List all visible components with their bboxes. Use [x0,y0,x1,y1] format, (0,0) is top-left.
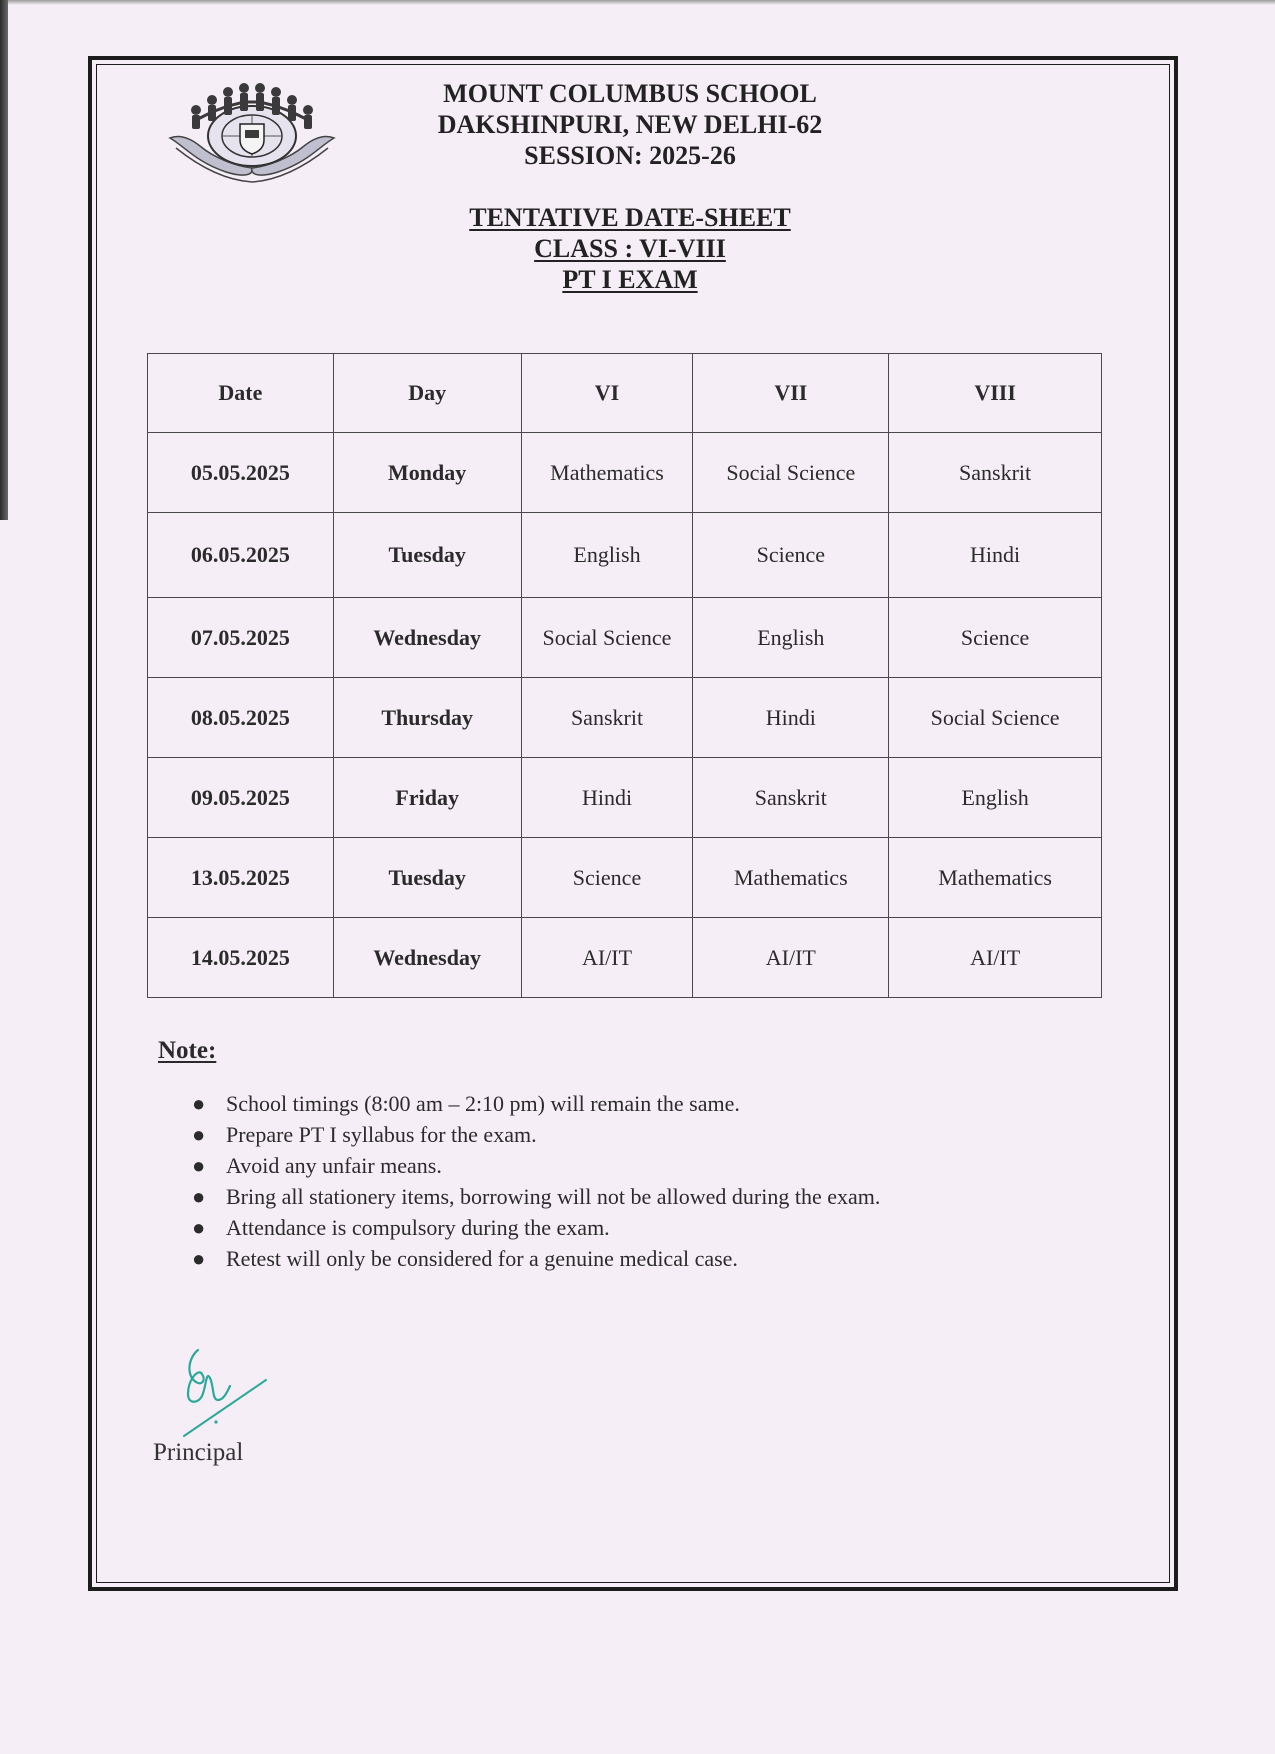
bullet-icon: ● [192,1246,206,1271]
class-vii-subject: Science [693,513,889,598]
class-vii-subject: AI/IT [693,918,889,998]
table-header-row [148,354,1102,433]
datesheet-class: CLASS : VI-VIII [534,234,726,263]
list-item [190,1243,880,1274]
class-vi-subject: Social Science [521,598,693,678]
bullet-icon: ● [192,1184,206,1209]
date-cell: 13.05.2025 [148,838,334,918]
table-row [148,838,1102,918]
list-item [190,1088,880,1119]
class-vi-subject: English [521,513,693,598]
class-vi-subject: Hindi [521,758,693,838]
note-text: Bring all stationery items, borrowing will not be allowed during the exam. [226,1184,881,1209]
note-text: Avoid any unfair means. [226,1153,442,1178]
table-row [148,598,1102,678]
scan-top-edge [0,0,1275,5]
school-header [380,78,880,171]
bullet-icon: ● [192,1122,206,1147]
class-vi-subject: AI/IT [521,918,693,998]
date-cell: 09.05.2025 [148,758,334,838]
day-cell: Monday [333,433,521,513]
table-row [148,433,1102,513]
table-row [148,678,1102,758]
date-cell: 05.05.2025 [148,433,334,513]
column-header-day: Day [333,354,521,433]
scan-left-edge [0,0,8,520]
class-viii-subject: Hindi [889,513,1102,598]
class-vii-subject: Hindi [693,678,889,758]
list-item [190,1150,880,1181]
signature-icon [180,1340,280,1450]
notes-list [190,1088,880,1274]
school-name: MOUNT COLUMBUS SCHOOL [443,79,817,108]
class-vii-subject: English [693,598,889,678]
class-viii-subject: Mathematics [889,838,1102,918]
note-text: Attendance is compulsory during the exam. [226,1215,610,1240]
day-cell: Tuesday [333,513,521,598]
class-viii-subject: AI/IT [889,918,1102,998]
note-text: Prepare PT I syllabus for the exam. [226,1122,537,1147]
table-row [148,513,1102,598]
datesheet-table [147,353,1102,998]
date-cell: 06.05.2025 [148,513,334,598]
column-header-date: Date [148,354,334,433]
bullet-icon: ● [192,1153,206,1178]
list-item [190,1181,880,1212]
datesheet-exam: PT I EXAM [562,265,698,294]
day-cell: Thursday [333,678,521,758]
class-vi-subject: Science [521,838,693,918]
table-row [148,918,1102,998]
date-cell: 14.05.2025 [148,918,334,998]
class-vi-subject: Sanskrit [521,678,693,758]
class-vi-subject: Mathematics [521,433,693,513]
table-row [148,758,1102,838]
school-crest-icon [166,76,338,194]
day-cell: Wednesday [333,598,521,678]
school-address: DAKSHINPURI, NEW DELHI-62 [437,110,823,139]
datesheet-title: TENTATIVE DATE-SHEET [469,203,791,232]
bullet-icon: ● [192,1215,206,1240]
note-text: School timings (8:00 am – 2:10 pm) will remain the same. [226,1091,740,1116]
class-viii-subject: Social Science [889,678,1102,758]
principal-label: Principal [153,1439,244,1466]
class-viii-subject: Sanskrit [889,433,1102,513]
column-header-vii: VII [693,354,889,433]
note-heading: Note: [158,1037,217,1064]
class-vii-subject: Sanskrit [693,758,889,838]
class-vii-subject: Social Science [693,433,889,513]
school-session: SESSION: 2025-26 [524,141,736,170]
class-viii-subject: Science [889,598,1102,678]
datesheet-heading [380,202,880,295]
list-item [190,1212,880,1243]
date-cell: 08.05.2025 [148,678,334,758]
column-header-viii: VIII [889,354,1102,433]
class-viii-subject: English [889,758,1102,838]
day-cell: Friday [333,758,521,838]
day-cell: Wednesday [333,918,521,998]
note-text: Retest will only be considered for a genuine medical case. [226,1246,738,1271]
bullet-icon: ● [192,1091,206,1116]
list-item [190,1119,880,1150]
date-cell: 07.05.2025 [148,598,334,678]
day-cell: Tuesday [333,838,521,918]
class-vii-subject: Mathematics [693,838,889,918]
column-header-vi: VI [521,354,693,433]
